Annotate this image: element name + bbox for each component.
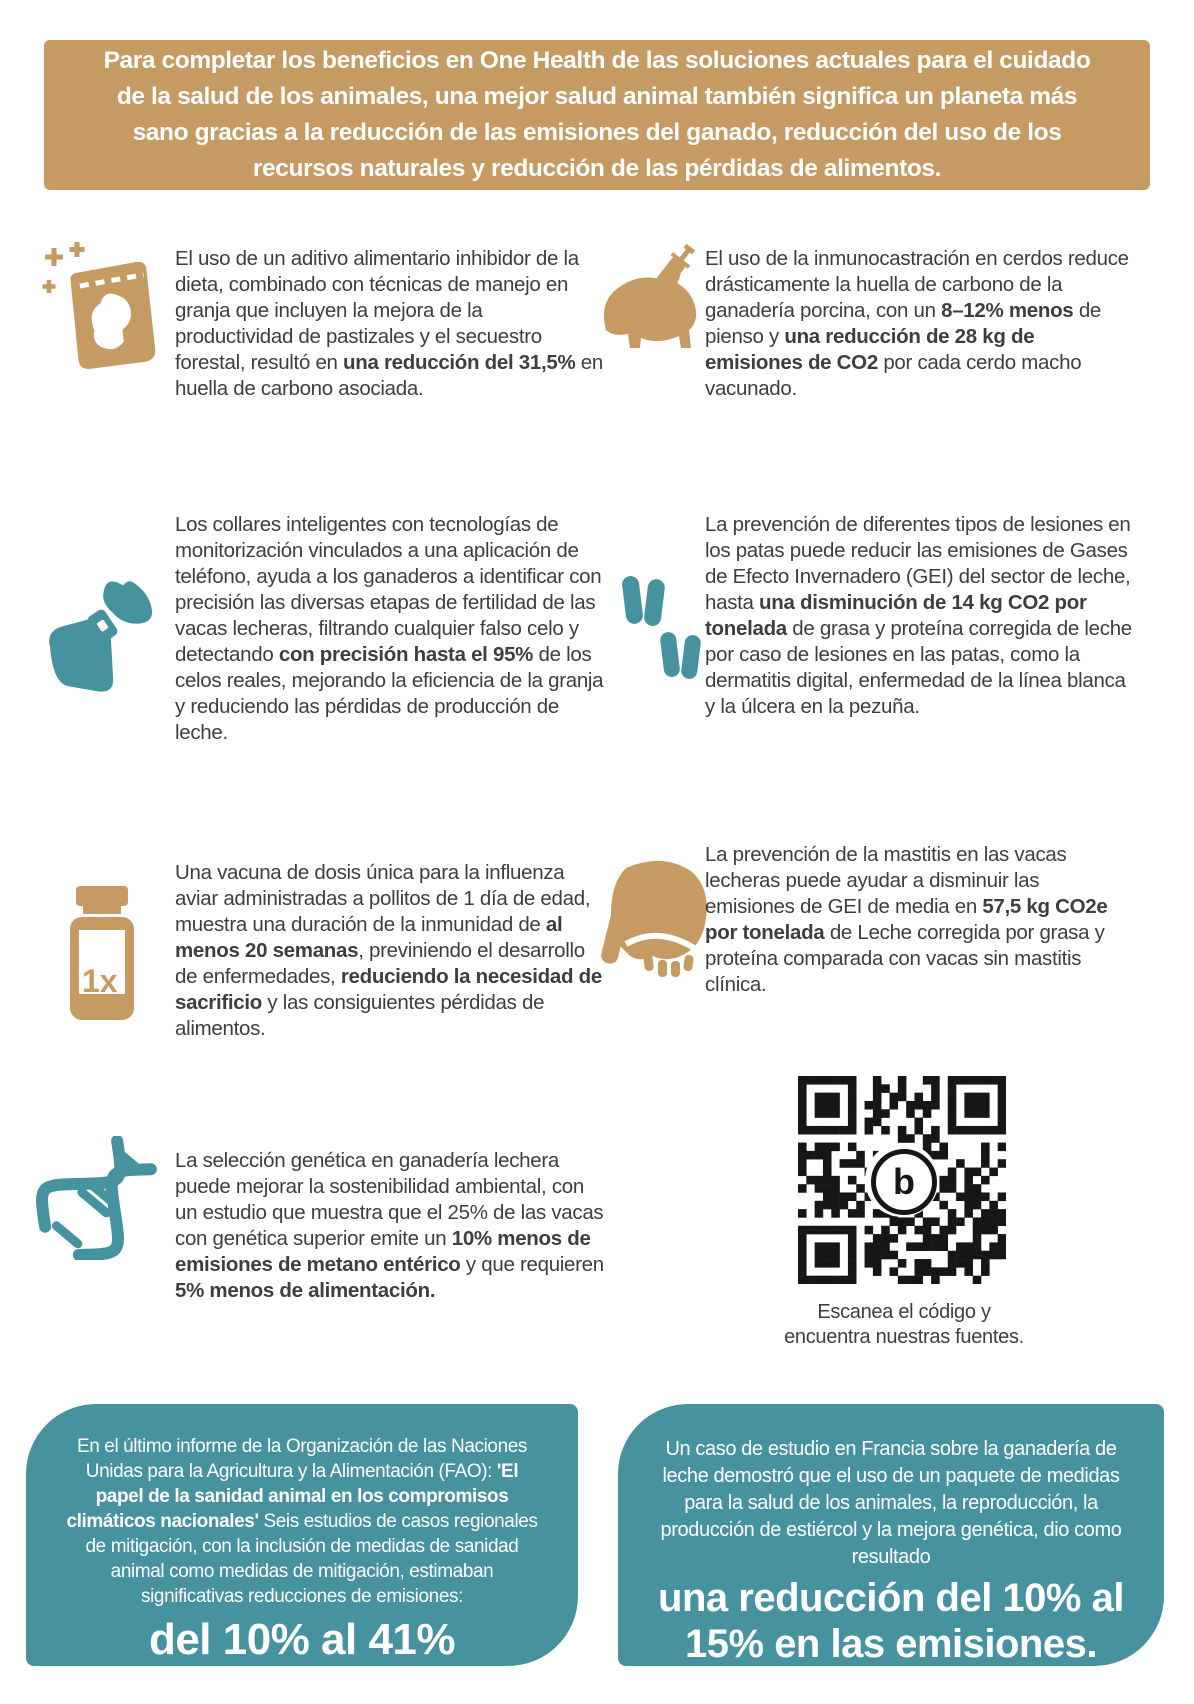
- hoofprints-icon: [620, 570, 712, 692]
- france-case-highlight: una reducción del 10% al 15% en las emisiones.: [658, 1576, 1124, 1666]
- qr-logo-b: b: [871, 1149, 937, 1215]
- footer-box-fao-report: [26, 1404, 578, 1666]
- qr-code: [798, 1076, 1006, 1284]
- vaccine-vial-icon: [56, 886, 148, 1020]
- item-leg-lesions-text: La prevención de diferentes tipos de lesiones en los patas puede reducir las emisiones de Gases de Efecto Invernadero (GEI) del sector de leche, hasta una disminución de 14 kg CO2 por tonelada de grasa y proteína corregida de leche por caso de lesiones en las patas, como la dermatitis digital, enfermedad de la línea blanca y la úlcera en la pezuña.: [705, 513, 1132, 718]
- item-pig-immunocastration-text: El uso de la inmunocastración en cerdos reduce drásticamente la huella de carbono de la ganadería porcina, con un 8–12% menos de pienso y una reducción de 28 kg de emisiones de CO2 por cada cerdo macho vacunado.: [705, 247, 1129, 400]
- svg-text:1x: 1x: [82, 963, 118, 999]
- header-text: Para completar los beneficios en One Health de las soluciones actuales para el cuidado de la salud de los animales, una mejor salud animal también significa un planeta más sano gracias a la reducción de las emisiones del ganado, reducción del uso de los recursos naturales y reducción de las pérdidas de alimentos.: [103, 47, 1091, 182]
- fao-report-text: En el último informe de la Organización de las Naciones Unidas para la Agricultura y la Alimentación (FAO): 'El papel de la sanidad animal en los compromisos climáticos nacionales' Seis estudios de casos regionales de mitigación, con la inclusión de medidas de sanidad animal como medidas de mitigación, estimaban significativas reducciones de emisiones:: [66, 1436, 538, 1607]
- item-feed-additive-text: El uso de un aditivo alimentario inhibidor de la dieta, combinado con técnicas de manejo en granja que incluyen la mejora de la productividad de pastizales y el secuestro forestal, resultó en una reducción del 31,5% en huella de carbono asociada.: [175, 247, 603, 400]
- dna-icon: [36, 1136, 160, 1260]
- feed-bag-icon: [40, 238, 162, 370]
- qr-caption-line2: encuentra nuestras fuentes.: [784, 1326, 1024, 1348]
- item-smart-collars-text: Los collares inteligentes con tecnologías de monitorización vinculados a una aplicación de teléfono, ayuda a los ganaderos a identificar con precisión las diversas etapas de fertilidad de las vacas lecheras, filtrando cualquier falso celo y detectando con precisión hasta el 95% de los celos reales, mejorando la eficiencia de la granja y reduciendo las pérdidas de producción de leche.: [175, 513, 604, 744]
- footer-box-france-case: [618, 1404, 1164, 1666]
- qr-caption-line1: Escanea el código y: [817, 1301, 991, 1323]
- pig-syringe-icon: [594, 238, 702, 358]
- qr-caption: [744, 1300, 1064, 1350]
- cow-collar-icon: [36, 576, 166, 698]
- france-case-text: Un caso de estudio en Francia sobre la ganadería de leche demostró que el uso de un paquete de medidas para la salud de los animales, la reproducción, la producción de estiércol y la mejora genética, dio como resultado: [660, 1438, 1122, 1568]
- item-genetic-selection-text: La selección genética en ganadería lechera puede mejorar la sostenibilidad ambiental, con un estudio que muestra que el 25% de las vacas con genética superior emite un 10% menos de emisiones de metano entérico y que requieren 5% menos de alimentación.: [175, 1149, 604, 1302]
- fao-report-highlight: del 10% al 41%: [148, 1615, 456, 1664]
- item-avian-vaccine-text: Una vacuna de dosis única para la influenza aviar administradas a pollitos de 1 día de edad, muestra una duración de la inmunidad de al menos 20 semanas, previniendo el desarrollo de enfermedades, reduciendo la necesidad de sacrificio y las consiguientes pérdidas de alimentos.: [175, 861, 602, 1040]
- udder-icon: [598, 856, 712, 990]
- header-banner: [44, 40, 1150, 190]
- item-mastitis-text: La prevención de la mastitis en las vacas lecheras puede ayudar a disminuir las emisiones de GEI de media en 57,5 kg CO2e por tonelada de Leche corregida por grasa y proteína comparada con vacas sin mastitis clínica.: [705, 843, 1108, 996]
